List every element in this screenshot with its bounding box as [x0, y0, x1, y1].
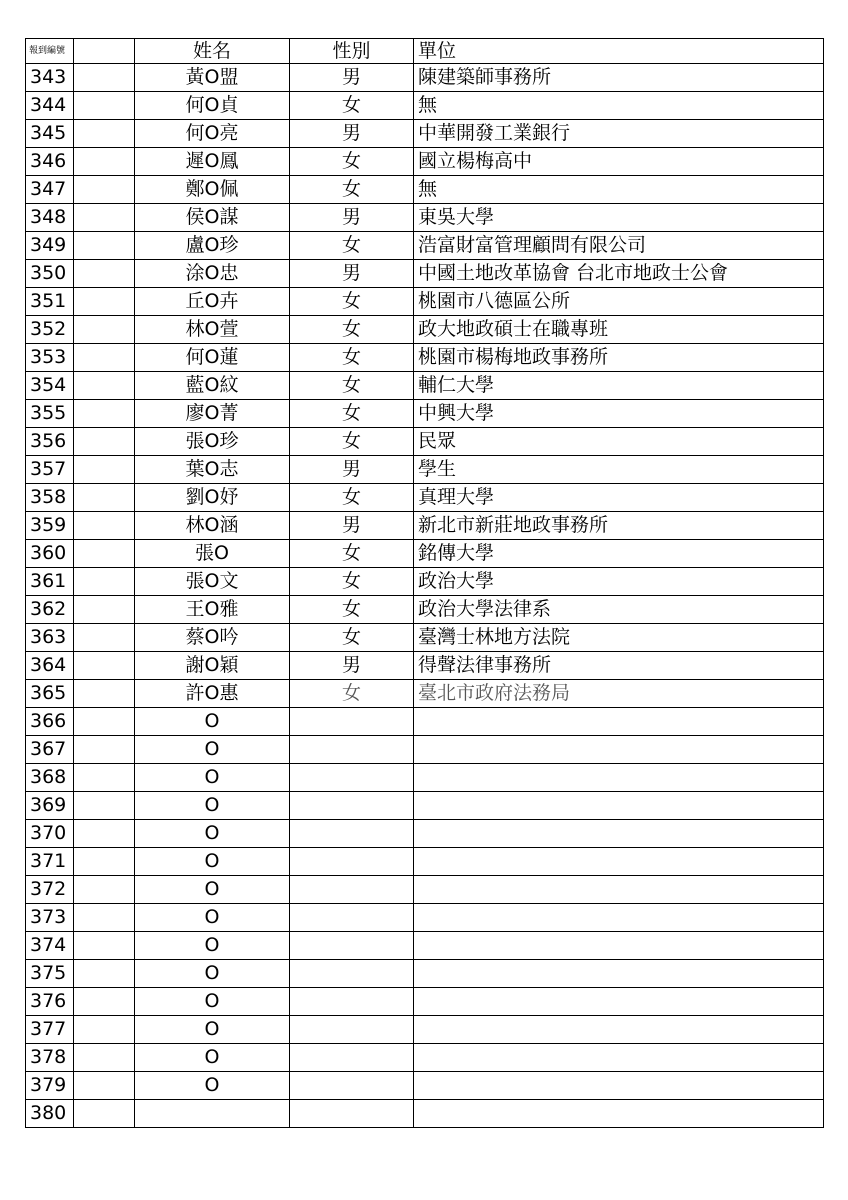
table-row	[26, 568, 824, 596]
row-blank-cell	[74, 148, 135, 176]
row-blank-cell	[74, 540, 135, 568]
row-unit	[414, 764, 824, 792]
row-blank-cell	[74, 512, 135, 540]
row-gender	[290, 1100, 414, 1128]
row-name: 廖O菁	[135, 400, 290, 428]
row-number: 374	[26, 932, 74, 960]
row-unit	[414, 848, 824, 876]
row-unit: 真理大學	[414, 484, 824, 512]
row-gender	[290, 848, 414, 876]
row-blank-cell	[74, 1044, 135, 1072]
row-gender: 男	[290, 260, 414, 288]
row-blank-cell	[74, 204, 135, 232]
row-name: 謝O穎	[135, 652, 290, 680]
table-body	[26, 64, 824, 1128]
row-blank-cell	[74, 484, 135, 512]
row-gender: 女	[290, 316, 414, 344]
row-gender: 女	[290, 680, 414, 708]
table-row	[26, 988, 824, 1016]
row-unit: 銘傳大學	[414, 540, 824, 568]
row-number: 376	[26, 988, 74, 1016]
row-gender	[290, 820, 414, 848]
row-unit: 臺北市政府法務局	[414, 680, 824, 708]
row-number: 357	[26, 456, 74, 484]
row-gender: 男	[290, 512, 414, 540]
row-name: 何O蓮	[135, 344, 290, 372]
row-unit	[414, 988, 824, 1016]
row-blank-cell	[74, 736, 135, 764]
registration-table	[25, 38, 824, 1128]
table-row	[26, 512, 824, 540]
row-gender: 女	[290, 624, 414, 652]
row-unit: 無	[414, 176, 824, 204]
row-gender	[290, 960, 414, 988]
row-unit	[414, 792, 824, 820]
row-gender	[290, 1044, 414, 1072]
row-blank-cell	[74, 176, 135, 204]
table-row	[26, 92, 824, 120]
table-row	[26, 1100, 824, 1128]
row-name: O	[135, 1044, 290, 1072]
row-unit	[414, 1044, 824, 1072]
row-blank-cell	[74, 260, 135, 288]
row-name: O	[135, 932, 290, 960]
row-blank-cell	[74, 624, 135, 652]
row-number: 373	[26, 904, 74, 932]
row-gender	[290, 1016, 414, 1044]
row-name: 葉O志	[135, 456, 290, 484]
row-name: 黃O盟	[135, 64, 290, 92]
row-gender	[290, 876, 414, 904]
row-unit	[414, 1016, 824, 1044]
row-unit: 政大地政碩士在職專班	[414, 316, 824, 344]
row-gender	[290, 988, 414, 1016]
row-name: 藍O紋	[135, 372, 290, 400]
row-unit: 學生	[414, 456, 824, 484]
column-header-name: 姓名	[135, 39, 290, 64]
row-unit	[414, 932, 824, 960]
row-blank-cell	[74, 708, 135, 736]
row-number: 378	[26, 1044, 74, 1072]
row-blank-cell	[74, 960, 135, 988]
row-name: 丘O卉	[135, 288, 290, 316]
row-number: 372	[26, 876, 74, 904]
row-number: 344	[26, 92, 74, 120]
row-name: 張O珍	[135, 428, 290, 456]
row-blank-cell	[74, 92, 135, 120]
table-row	[26, 680, 824, 708]
row-gender: 女	[290, 232, 414, 260]
row-gender: 女	[290, 344, 414, 372]
table-row	[26, 652, 824, 680]
column-header-unit: 單位	[414, 39, 824, 64]
row-number: 355	[26, 400, 74, 428]
table-row	[26, 176, 824, 204]
row-number: 360	[26, 540, 74, 568]
column-header-number: 報到編號	[26, 39, 74, 64]
row-number: 367	[26, 736, 74, 764]
row-name: O	[135, 1016, 290, 1044]
row-unit: 政治大學法律系	[414, 596, 824, 624]
row-number: 347	[26, 176, 74, 204]
row-gender: 女	[290, 596, 414, 624]
row-name: O	[135, 904, 290, 932]
row-name: 林O萱	[135, 316, 290, 344]
table-row	[26, 736, 824, 764]
row-unit	[414, 736, 824, 764]
row-number: 368	[26, 764, 74, 792]
row-number: 356	[26, 428, 74, 456]
row-unit: 得聲法律事務所	[414, 652, 824, 680]
row-gender: 女	[290, 540, 414, 568]
row-gender	[290, 708, 414, 736]
row-blank-cell	[74, 288, 135, 316]
row-blank-cell	[74, 568, 135, 596]
row-blank-cell	[74, 428, 135, 456]
row-gender: 女	[290, 568, 414, 596]
row-gender: 女	[290, 372, 414, 400]
row-number: 353	[26, 344, 74, 372]
row-number: 354	[26, 372, 74, 400]
table-row	[26, 260, 824, 288]
row-gender	[290, 792, 414, 820]
row-unit	[414, 876, 824, 904]
row-name: 鄭O佩	[135, 176, 290, 204]
table-row	[26, 1044, 824, 1072]
row-number: 377	[26, 1016, 74, 1044]
table-row	[26, 64, 824, 92]
row-name: 許O惠	[135, 680, 290, 708]
row-name: O	[135, 848, 290, 876]
row-gender	[290, 1072, 414, 1100]
row-unit: 無	[414, 92, 824, 120]
table-row	[26, 1016, 824, 1044]
row-number: 370	[26, 820, 74, 848]
row-gender	[290, 932, 414, 960]
table-row	[26, 372, 824, 400]
row-name: O	[135, 988, 290, 1016]
row-name: O	[135, 764, 290, 792]
table-row	[26, 876, 824, 904]
row-name: 劉O妤	[135, 484, 290, 512]
row-name: O	[135, 960, 290, 988]
row-blank-cell	[74, 456, 135, 484]
row-name	[135, 1100, 290, 1128]
table-row	[26, 232, 824, 260]
row-unit: 中華開發工業銀行	[414, 120, 824, 148]
row-blank-cell	[74, 652, 135, 680]
table-row	[26, 904, 824, 932]
table-row	[26, 316, 824, 344]
table-row	[26, 596, 824, 624]
row-blank-cell	[74, 400, 135, 428]
row-number: 346	[26, 148, 74, 176]
row-blank-cell	[74, 120, 135, 148]
table-row	[26, 932, 824, 960]
row-unit: 桃園市楊梅地政事務所	[414, 344, 824, 372]
table-row	[26, 428, 824, 456]
row-unit	[414, 708, 824, 736]
row-blank-cell	[74, 820, 135, 848]
row-unit: 桃園市八德區公所	[414, 288, 824, 316]
table-row	[26, 148, 824, 176]
row-unit	[414, 1100, 824, 1128]
row-gender: 女	[290, 176, 414, 204]
row-number: 363	[26, 624, 74, 652]
row-name: 遲O鳳	[135, 148, 290, 176]
row-number: 348	[26, 204, 74, 232]
row-gender: 女	[290, 92, 414, 120]
row-blank-cell	[74, 1016, 135, 1044]
row-unit: 中興大學	[414, 400, 824, 428]
row-unit: 民眾	[414, 428, 824, 456]
table-row	[26, 344, 824, 372]
table-row	[26, 764, 824, 792]
row-number: 349	[26, 232, 74, 260]
table-row	[26, 848, 824, 876]
row-unit: 輔仁大學	[414, 372, 824, 400]
row-name: O	[135, 820, 290, 848]
table-row	[26, 484, 824, 512]
row-unit: 浩富財富管理顧問有限公司	[414, 232, 824, 260]
row-gender: 女	[290, 288, 414, 316]
row-name: 何O貞	[135, 92, 290, 120]
row-number: 366	[26, 708, 74, 736]
row-name: 王O雅	[135, 596, 290, 624]
table-row	[26, 960, 824, 988]
column-header-blank	[74, 39, 135, 64]
row-blank-cell	[74, 64, 135, 92]
row-number: 350	[26, 260, 74, 288]
row-blank-cell	[74, 904, 135, 932]
row-gender	[290, 764, 414, 792]
row-name: 侯O謀	[135, 204, 290, 232]
row-number: 359	[26, 512, 74, 540]
row-unit: 新北市新莊地政事務所	[414, 512, 824, 540]
row-number: 352	[26, 316, 74, 344]
row-gender: 男	[290, 456, 414, 484]
row-unit	[414, 960, 824, 988]
row-number: 358	[26, 484, 74, 512]
row-unit	[414, 904, 824, 932]
row-gender: 女	[290, 148, 414, 176]
row-blank-cell	[74, 932, 135, 960]
row-gender: 男	[290, 652, 414, 680]
table-row	[26, 400, 824, 428]
row-gender: 女	[290, 484, 414, 512]
row-blank-cell	[74, 232, 135, 260]
row-name: 林O涵	[135, 512, 290, 540]
row-name: 張O	[135, 540, 290, 568]
row-unit: 中國土地改革協會 台北市地政士公會	[414, 260, 824, 288]
row-blank-cell	[74, 680, 135, 708]
table-row	[26, 204, 824, 232]
row-number: 371	[26, 848, 74, 876]
row-number: 375	[26, 960, 74, 988]
row-blank-cell	[74, 1100, 135, 1128]
column-header-gender: 性別	[290, 39, 414, 64]
row-number: 364	[26, 652, 74, 680]
row-name: 張O文	[135, 568, 290, 596]
table-row	[26, 456, 824, 484]
row-name: 蔡O吟	[135, 624, 290, 652]
row-gender: 男	[290, 64, 414, 92]
row-name: 涂O忠	[135, 260, 290, 288]
row-name: O	[135, 708, 290, 736]
row-blank-cell	[74, 848, 135, 876]
table-row	[26, 288, 824, 316]
row-name: O	[135, 792, 290, 820]
row-number: 361	[26, 568, 74, 596]
row-blank-cell	[74, 344, 135, 372]
table-header-row	[26, 39, 824, 64]
row-number: 343	[26, 64, 74, 92]
row-gender	[290, 736, 414, 764]
row-name: O	[135, 736, 290, 764]
row-unit: 政治大學	[414, 568, 824, 596]
row-gender: 男	[290, 204, 414, 232]
row-blank-cell	[74, 1072, 135, 1100]
table-row	[26, 792, 824, 820]
row-blank-cell	[74, 596, 135, 624]
row-unit: 東吳大學	[414, 204, 824, 232]
table-row	[26, 820, 824, 848]
table-row	[26, 1072, 824, 1100]
row-blank-cell	[74, 876, 135, 904]
row-blank-cell	[74, 988, 135, 1016]
row-gender	[290, 904, 414, 932]
row-unit: 陳建築師事務所	[414, 64, 824, 92]
row-gender: 男	[290, 120, 414, 148]
table-row	[26, 624, 824, 652]
row-blank-cell	[74, 792, 135, 820]
row-name: 盧O珍	[135, 232, 290, 260]
row-gender: 女	[290, 428, 414, 456]
row-number: 362	[26, 596, 74, 624]
row-blank-cell	[74, 764, 135, 792]
table-row	[26, 708, 824, 736]
row-number: 369	[26, 792, 74, 820]
row-number: 351	[26, 288, 74, 316]
table-row	[26, 540, 824, 568]
table-row	[26, 120, 824, 148]
row-gender: 女	[290, 400, 414, 428]
row-number: 365	[26, 680, 74, 708]
row-number: 380	[26, 1100, 74, 1128]
row-blank-cell	[74, 316, 135, 344]
row-unit	[414, 820, 824, 848]
row-name: O	[135, 876, 290, 904]
row-name: O	[135, 1072, 290, 1100]
row-unit: 臺灣士林地方法院	[414, 624, 824, 652]
row-number: 379	[26, 1072, 74, 1100]
row-unit: 國立楊梅高中	[414, 148, 824, 176]
row-unit	[414, 1072, 824, 1100]
row-number: 345	[26, 120, 74, 148]
row-name: 何O亮	[135, 120, 290, 148]
row-blank-cell	[74, 372, 135, 400]
